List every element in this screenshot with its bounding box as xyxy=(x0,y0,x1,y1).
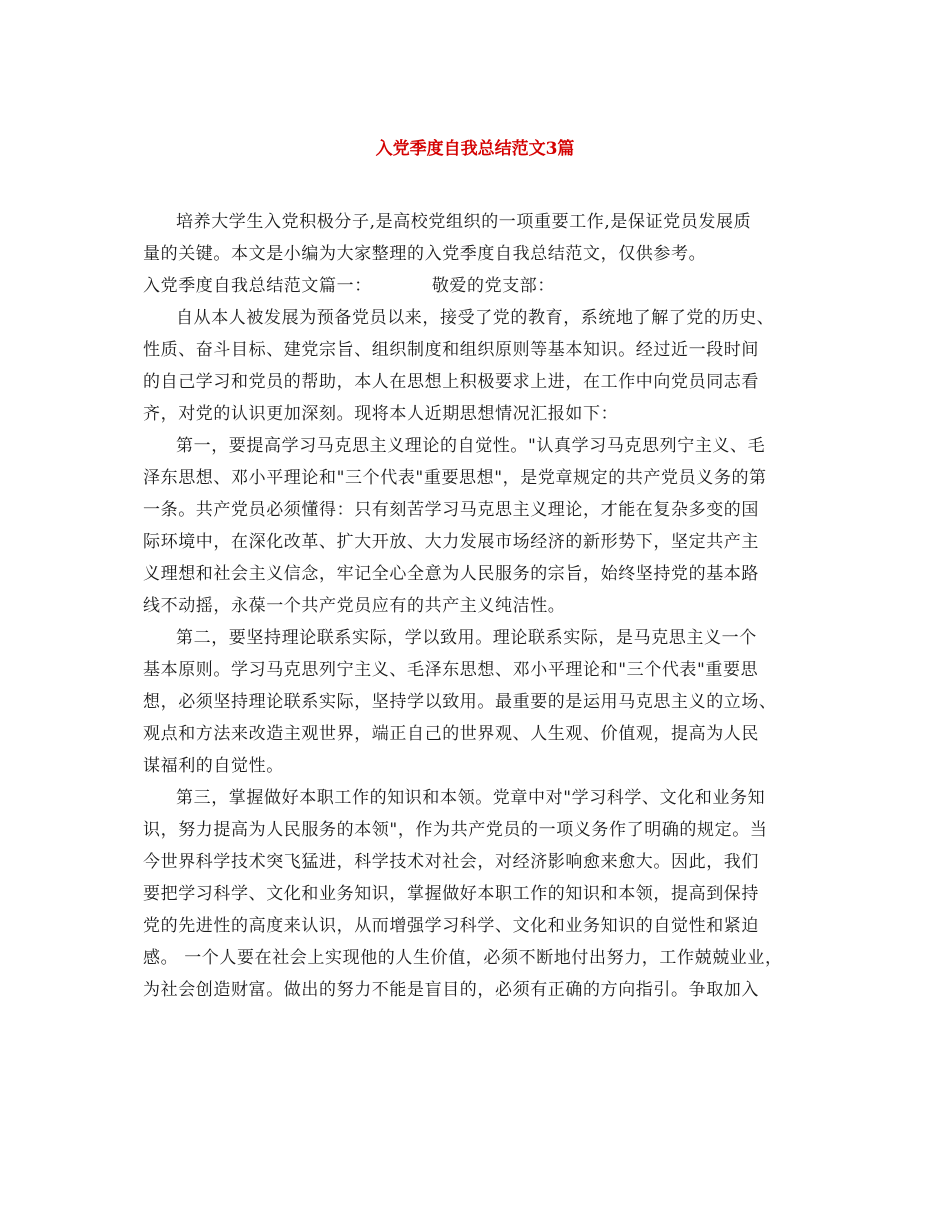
paragraph-line: 泽东思想、邓小平理论和"三个代表"重要思想"，是党章规定的共产党员义务的第 xyxy=(143,468,767,488)
document-title: 入党季度自我总结范文3篇 xyxy=(375,139,575,159)
paragraph-line: 为社会创造财富。做出的努力不能是盲目的，必须有正确的方向指引。争取加入 xyxy=(143,980,759,1000)
paragraph-line: 要把学习科学、文化和业务知识，掌握做好本职工作的知识和本领，提高到保持 xyxy=(143,884,759,904)
paragraph-line: 第二，要坚持理论联系实际，学以致用。理论联系实际，是马克思主义一个 xyxy=(176,628,757,648)
paragraph-line: 义理想和社会主义信念，牢记全心全意为人民服务的宗旨，始终坚持党的基本路 xyxy=(143,564,759,584)
paragraph-line: 第三，掌握做好本职工作的知识和本领。党章中对"学习科学、文化和业务知 xyxy=(176,788,766,808)
section-heading-line xyxy=(143,274,555,298)
paragraph-line: 线不动摇，永葆一个共产党员应有的共产主义纯洁性。 xyxy=(143,596,566,616)
paragraph-line: 今世界科学技术突飞猛进，科学技术对社会，对经济影响愈来愈大。因此，我们 xyxy=(143,852,759,872)
salutation: 敬爱的党支部： xyxy=(431,276,556,296)
paragraph-line: 想，必须坚持理论联系实际，坚持学以致用。最重要的是运用马克思主义的立场、 xyxy=(143,692,777,712)
paragraph-line: 齐，对党的认识更加深刻。现将本人近期思想情况汇报如下： xyxy=(143,404,619,424)
paragraph-line: 的自己学习和党员的帮助，本人在思想上积极要求上进，在工作中向党员同志看 xyxy=(143,372,759,392)
paragraph-line: 党的先进性的高度来认识，从而增强学习科学、文化和业务知识的自觉性和紧迫 xyxy=(143,916,759,936)
section-heading: 入党季度自我总结范文篇一： xyxy=(143,276,372,296)
paragraph-line: 性质、奋斗目标、建党宗旨、组织制度和组织原则等基本知识。经过近一段时间 xyxy=(143,340,759,360)
paragraph-line: 一条。共产党员必须懂得：只有刻苦学习马克思主义理论，才能在复杂多变的国 xyxy=(143,500,759,520)
paragraph-line: 观点和方法来改造主观世界，端正自己的世界观、人生观、价值观，提高为人民 xyxy=(143,724,759,744)
paragraph-line: 自从本人被发展为预备党员以来，接受了党的教育，系统地了解了党的历史、 xyxy=(176,308,775,328)
intro-line: 培养大学生入党积极分子,是高校党组织的一项重要工作,是保证党员发展质 xyxy=(176,212,752,232)
paragraph-line: 第一，要提高学习马克思主义理论的自觉性。"认真学习马克思列宁主义、毛 xyxy=(176,436,766,456)
paragraph-line: 识，努力提高为人民服务的本领"，作为共产党员的一项义务作了明确的规定。当 xyxy=(143,820,768,840)
paragraph-line: 基本原则。学习马克思列宁主义、毛泽东思想、邓小平理论和"三个代表"重要思 xyxy=(143,660,759,680)
paragraph-line: 谋福利的自觉性。 xyxy=(143,756,284,776)
intro-line: 量的关键。本文是小编为大家整理的入党季度自我总结范文，仅供参考。 xyxy=(143,244,707,264)
paragraph-line: 际环境中，在深化改革、扩大开放、大力发展市场经济的新形势下，坚定共产主 xyxy=(143,532,759,552)
paragraph-line: 感。 一个人要在社会上实现他的人生价值，必须不断地付出努力，工作兢兢业业， xyxy=(143,948,783,968)
